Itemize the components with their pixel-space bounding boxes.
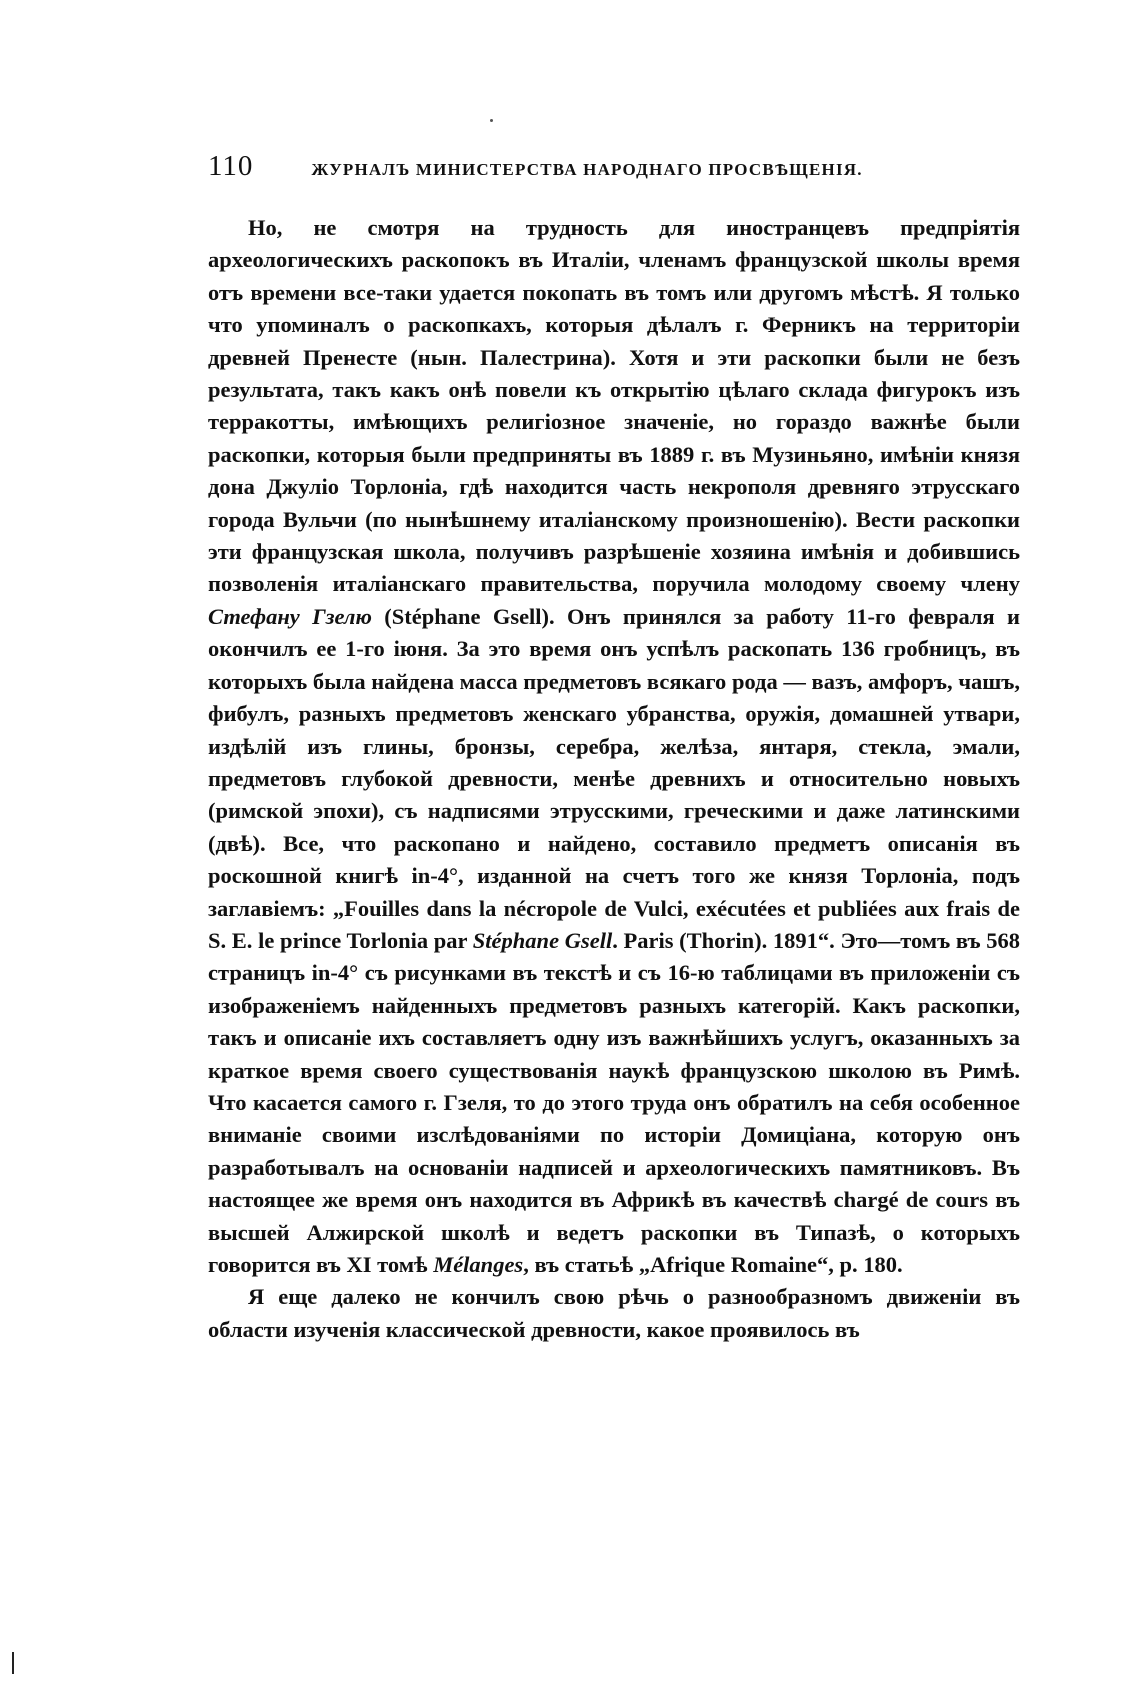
paragraph-1-text-b: (Stéphane Gsell). Онъ принялся за работу 11-го февраля и окончилъ ее 1-го іюня. За это время онъ успѣлъ раскопать 136 гробницъ, въ которыхъ была найдена масса предметовъ всякаго рода — вазъ, амфоръ, чашъ, фибулъ, разныхъ предметовъ женскаго убранства, оружія, домашней утвари, издѣлій изъ глины, бронзы, серебра, желѣза, янтаря, стекла, эмали, предметовъ глубокой древности, менѣе древнихъ и относительно новыхъ (римской эпохи), съ надписями этрусскими, греческими и даже латинскими (двѣ). Все, что раскопано и найдено, составило предметъ описанія въ роскошной книгѣ in-4°, изданной на счетъ того же князя Торлоніа, подъ заглавіемъ: „Fouilles dans la nécropole de Vulci, exécutées et publiées aux frais de S. E. le prince Torlonia par	[208, 603, 1020, 953]
paragraph-1-italic-name: Стефану Гзелю	[208, 603, 372, 629]
print-speck	[490, 119, 493, 122]
scan-edge-mark	[12, 1652, 22, 1674]
paragraph-1-italic-author: Stéphane Gsell	[472, 927, 613, 953]
paragraph-1-text-d: , въ статьѣ „Afrique Romaine“, p. 180.	[523, 1252, 903, 1277]
paragraph-2-text: Я еще далеко не кончилъ свою рѣчь о разнообразномъ движеніи въ области изученія классической древности, какое проявилось въ	[208, 1284, 1020, 1342]
paragraph-1	[208, 212, 1020, 1281]
running-title: ЖУРНАЛЪ МИНИСТЕРСТВА НАРОДНАГО ПРОСВѢЩЕНІЯ.	[311, 160, 863, 179]
body-text	[208, 212, 1020, 1346]
page-number: 110	[208, 150, 254, 182]
paragraph-1-text-a: Но, не смотря на трудность для иностранцевъ предпріятія археологическихъ раскопокъ въ Италіи, членамъ французской школы время отъ времени все-таки удается покопать въ томъ или другомъ мѣстѣ. Я только что упоминалъ о раскопкахъ, которыя дѣлалъ г. Ферникъ на территоріи древней Пренесте (нын. Палестрина). Хотя и эти раскопки были не безъ результата, такъ какъ онѣ повели къ открытію цѣлаго склада фигурокъ изъ терракотты, имѣющихъ религіозное значеніе, но гораздо важнѣе были раскопки, которыя были предприняты въ 1889 г. въ Музиньяно, имѣніи князя дона Джуліо Торлоніа, гдѣ находится часть некрополя древняго этрусскаго города Вульчи (по нынѣшнему италіанскому произношенію). Вести раскопки эти французская школа, получивъ разрѣшеніе хозяина имѣнія и добившись позволенія италіанскаго правительства, поручила молодому своему члену	[208, 215, 1020, 597]
paragraph-1-italic-journal: Mélanges	[433, 1252, 524, 1277]
paragraph-2	[208, 1281, 1020, 1346]
paragraph-1-text-c: . Paris (Thorin). 1891“. Это—томъ въ 568 страницъ in-4° съ рисунками въ текстѣ и съ 16-ю таблицами въ приложеніи съ изображеніемъ найденныхъ предметовъ разныхъ категорій. Какъ раскопки, такъ и описаніе ихъ составляетъ одну изъ важнѣйшихъ услугъ, оказанныхъ за краткое время своего существованія наукѣ французскою школою въ Римѣ. Что касается самого г. Гзеля, то до этого труда онъ обратилъ на себя особенное вниманіе своими изслѣдованіями по исторіи Домиціана, которую онъ разработывалъ на основаніи надписей и археологическихъ памятниковъ. Въ настоящее же время онъ находится въ Африкѣ въ качествѣ chargé de cours въ высшей Алжирской школѣ и ведетъ раскопки въ Типазѣ, о которыхъ говорится въ XI томѣ	[208, 927, 1020, 1277]
page-header	[208, 150, 1020, 186]
